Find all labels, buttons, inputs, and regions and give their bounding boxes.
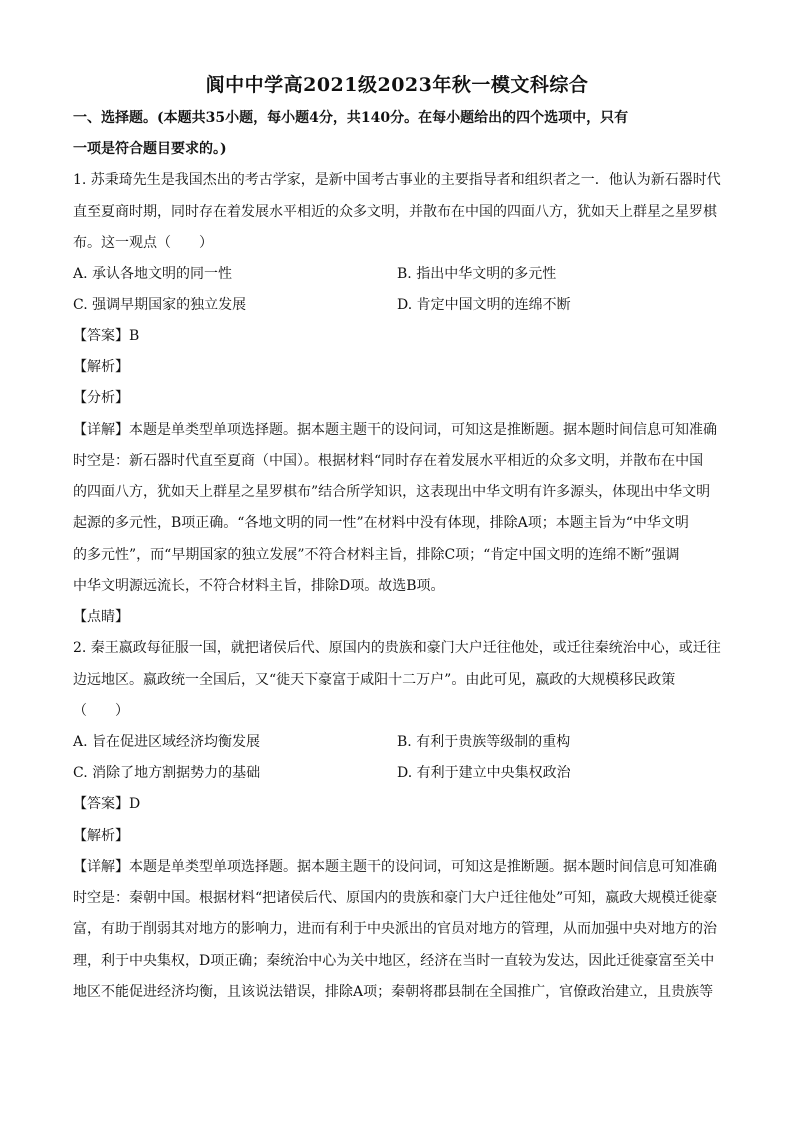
q2-jiexi-tag: 【解析】 — [73, 828, 129, 844]
q1-detail-line: 的四面八方，犹如天上群星之星罗棋布”结合所学知识，这表现出中华文明有许多源头，体现出中华文明 — [73, 484, 711, 500]
q2-detail-line: 理，利于中央集权，D项正确；秦统治中心为关中地区，经济在当时一直较为发达，因此迁徙豪富至关中 — [73, 953, 715, 969]
q1-option-b: B. 指出中华文明的多元性 — [397, 266, 557, 282]
page-title: 阆中中学高2021级2023年秋一模文科综合 — [205, 74, 589, 96]
q1-jiexi-tag: 【解析】 — [73, 359, 129, 375]
q2-option-c: C. 消除了地方割据势力的基础 — [73, 765, 261, 781]
q2-detail-line: 地区不能促进经济均衡，且该说法错误，排除A项；秦朝将郡县制在全国推广，官僚政治建立，且贵族等 — [73, 984, 714, 1000]
q1-detail-line: 的多元性”，而“早期国家的独立发展”不符合材料主旨，排除C项；“肯定中国文明的连绵不断”强调 — [73, 547, 680, 563]
q1-detail-line: 起源的多元性，B项正确。“各地文明的同一性”在材料中没有体现，排除A项；本题主旨为“中华文明 — [73, 515, 689, 531]
q1-answer: 【答案】B — [73, 328, 140, 344]
q1-dianjing-tag: 【点睛】 — [73, 609, 129, 625]
q1-detail-line: 中华文明源远流长，不符合材料主旨，排除D项。故选B项。 — [73, 578, 445, 594]
q2-stem-line: （ ） — [73, 703, 129, 719]
q2-stem-line: 边远地区。嬴政统一全国后，又“徙天下豪富于咸阳十二万户”。由此可见，嬴政的大规模移民政策 — [73, 672, 676, 688]
section-heading-continued: 一项是符合题目要求的。) — [73, 141, 227, 157]
q1-stem-line: 1. 苏秉琦先生是我国杰出的考古学家，是新中国考古事业的主要指导者和组织者之一．他认为新石器时代 — [73, 172, 721, 188]
section-heading: 一、选择题。(本题共35小题，每小题4分，共140分。在每小题给出的四个选项中，只有 — [73, 110, 629, 126]
q1-option-d: D. 肯定中国文明的连绵不断 — [397, 297, 571, 313]
q2-stem-line: 2. 秦王嬴政每征服一国，就把诸侯后代、原国内的贵族和豪门大户迁往他处，或迁往秦统治中心，或迁往 — [73, 640, 721, 656]
q1-option-c: C. 强调早期国家的独立发展 — [73, 297, 247, 313]
q2-option-d: D. 有利于建立中央集权政治 — [397, 765, 571, 781]
q1-detail-line: 时空是：新石器时代直至夏商（中国）。根据材料“同时存在着发展水平相近的众多文明，并散布在中国 — [73, 453, 704, 469]
q2-option-b: B. 有利于贵族等级制的重构 — [397, 734, 571, 750]
q1-detail-line: 【详解】本题是单类型单项选择题。据本题主题干的设问词，可知这是推断题。据本题时间信息可知准确 — [73, 422, 717, 438]
q2-detail-line: 时空是：秦朝中国。根据材料“把诸侯后代、原国内的贵族和豪门大户迁往他处”可知，嬴政大规模迁徙豪 — [73, 890, 718, 906]
q2-option-a: A. 旨在促进区域经济均衡发展 — [73, 734, 261, 750]
q1-stem-line: 直至夏商时期，同时存在着发展水平相近的众多文明，并散布在中国的四面八方，犹如天上群星之星罗棋 — [73, 204, 717, 220]
q2-answer: 【答案】D — [73, 796, 141, 812]
q1-option-a: A. 承认各地文明的同一性 — [73, 266, 233, 282]
q2-detail-line: 【详解】本题是单类型单项选择题。据本题主题干的设问词，可知这是推断题。据本题时间信息可知准确 — [73, 859, 717, 875]
q1-stem-line: 布。这一观点（ ） — [73, 235, 213, 251]
q1-fenxi-tag: 【分析】 — [73, 390, 129, 406]
q2-detail-line: 富，有助于削弱其对地方的影响力，进而有利于中央派出的官员对地方的管理，从而加强中央对地方的治 — [73, 921, 717, 937]
